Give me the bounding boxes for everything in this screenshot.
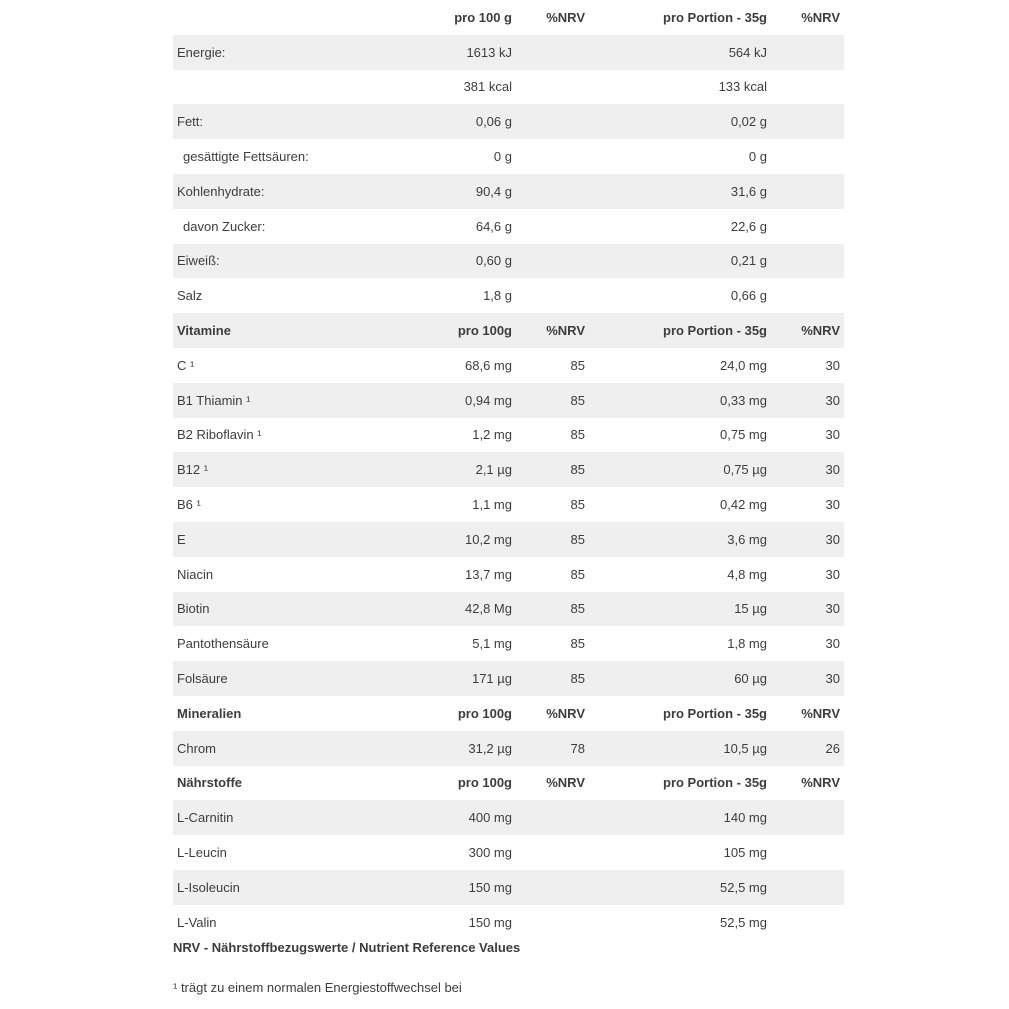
cell-nutrient-name: Kohlenhydrate: [177, 183, 265, 199]
cell-nrv-portion: 30 [825, 601, 840, 617]
cell-nrv-portion: %NRV [801, 775, 840, 791]
cell-per-100g: 64,6 g [475, 218, 512, 234]
cell-per-portion: pro Portion - 35g [663, 775, 767, 791]
cell-nrv-portion: 30 [825, 427, 840, 443]
cell-nutrient-name: C ¹ [177, 357, 195, 373]
cell-per-portion: 564 kJ [728, 44, 767, 60]
cell-nutrient-name: Chrom [177, 740, 217, 756]
cell-nrv-portion [771, 35, 844, 70]
cell-nrv-100g: %NRV [546, 323, 585, 339]
nutrition-table [173, 0, 844, 940]
cell-per-portion: 52,5 mg [720, 879, 767, 895]
cell-nrv-100g: 85 [570, 601, 585, 617]
cell-per-portion: 0,33 mg [720, 392, 767, 408]
cell-per-portion: pro Portion - 35g [663, 705, 767, 721]
cell-nrv-100g [516, 35, 589, 70]
cell-nrv-100g: 78 [570, 740, 585, 756]
cell-nrv-portion [771, 905, 844, 940]
cell-nrv-portion [771, 70, 844, 105]
cell-per-100g: 150 mg [468, 914, 512, 930]
cell-nrv-portion [771, 209, 844, 244]
cell-nrv-100g: %NRV [546, 775, 585, 791]
cell-nrv-100g [516, 870, 589, 905]
cell-per-100g: 68,6 mg [465, 357, 512, 373]
cell-nrv-portion: 30 [825, 497, 840, 513]
cell-nutrient-name: B2 Riboflavin ¹ [177, 427, 262, 443]
cell-per-100g: 2,1 µg [475, 462, 512, 478]
cell-nrv-100g [516, 835, 589, 870]
cell-per-portion: 133 kcal [718, 79, 767, 95]
cell-per-portion: 1,8 mg [727, 636, 767, 652]
cell-per-portion: 0,66 g [730, 288, 767, 304]
cell-per-100g: 1,8 g [483, 288, 512, 304]
cell-nrv-100g: 85 [570, 671, 585, 687]
cell-per-100g: 381 kcal [463, 79, 512, 95]
table-row [173, 418, 844, 453]
cell-per-portion: 0,75 mg [720, 427, 767, 443]
cell-nrv-100g: 85 [570, 462, 585, 478]
cell-per-100g: 1,2 mg [472, 427, 512, 443]
table-row [173, 731, 844, 766]
cell-nutrient-name: Fett: [177, 114, 204, 130]
cell-nrv-portion [771, 244, 844, 279]
nutrition-table-body [173, 0, 844, 940]
cell-nrv-portion: 30 [825, 671, 840, 687]
cell-nrv-portion [771, 174, 844, 209]
cell-nrv-100g: 85 [570, 357, 585, 373]
cell-nrv-portion [771, 835, 844, 870]
table-row [173, 209, 844, 244]
cell-nrv-portion: 30 [825, 357, 840, 373]
cell-nrv-100g [516, 139, 589, 174]
cell-nutrient-name: Energie: [177, 44, 226, 60]
cell-per-100g: 5,1 mg [472, 636, 512, 652]
cell-nutrient-name: L-Leucin [177, 845, 227, 861]
cell-nrv-portion: 30 [825, 566, 840, 582]
cell-nrv-100g: %NRV [546, 705, 585, 721]
cell-nrv-100g: 85 [570, 497, 585, 513]
cell-per-100g: pro 100g [457, 775, 512, 791]
cell-nutrient-name: Mineralien [177, 705, 242, 721]
cell-per-100g: pro 100g [457, 323, 512, 339]
cell-nrv-100g [516, 209, 589, 244]
cell-nrv-portion: 30 [825, 462, 840, 478]
cell-per-portion: pro Portion - 35g [663, 9, 767, 25]
cell-per-100g: pro 100g [457, 705, 512, 721]
cell-per-portion: 0,02 g [730, 114, 767, 130]
cell-nutrient-name: Eiweiß: [177, 253, 220, 269]
table-row [173, 905, 844, 940]
energy-metabolism-footnote: ¹ trägt zu einem normalen Energiestoffwechsel bei [173, 980, 462, 995]
table-row [173, 800, 844, 835]
cell-per-100g: pro 100 g [454, 9, 512, 25]
cell-nutrient-name: B6 ¹ [177, 497, 201, 513]
cell-nutrient-name [173, 0, 373, 35]
cell-nrv-portion [771, 800, 844, 835]
cell-per-portion: 24,0 mg [720, 357, 767, 373]
table-header-row [173, 766, 844, 801]
cell-nrv-portion: %NRV [801, 9, 840, 25]
cell-nutrient-name: L-Carnitin [177, 810, 234, 826]
cell-per-100g: 0,60 g [475, 253, 512, 269]
cell-nrv-100g [516, 104, 589, 139]
table-row [173, 348, 844, 383]
cell-nrv-100g [516, 174, 589, 209]
cell-nrv-portion [771, 104, 844, 139]
cell-nrv-100g [516, 905, 589, 940]
cell-per-100g: 0,06 g [475, 114, 512, 130]
cell-nutrient-name: davon Zucker: [183, 218, 266, 234]
table-row [173, 35, 844, 70]
cell-per-portion: 60 µg [734, 671, 767, 687]
cell-per-100g: 300 mg [468, 845, 512, 861]
table-row [173, 383, 844, 418]
cell-per-portion: 105 mg [723, 845, 767, 861]
table-row [173, 557, 844, 592]
table-row [173, 870, 844, 905]
cell-nutrient-name: Folsäure [177, 671, 228, 687]
cell-nutrient-name: L-Valin [177, 914, 217, 930]
table-header-row [173, 313, 844, 348]
table-row [173, 174, 844, 209]
cell-per-portion: 0 g [748, 149, 767, 165]
cell-nutrient-name: B1 Thiamin ¹ [177, 392, 251, 408]
cell-nutrient-name: Salz [177, 288, 203, 304]
cell-nrv-portion [771, 139, 844, 174]
cell-per-portion: 52,5 mg [720, 914, 767, 930]
cell-per-100g: 31,2 µg [468, 740, 512, 756]
nrv-footnote: NRV - Nährstoffbezugswerte / Nutrient Reference Values [173, 940, 521, 955]
table-row [173, 70, 844, 105]
table-row [173, 452, 844, 487]
table-row [173, 661, 844, 696]
cell-nrv-100g: 85 [570, 636, 585, 652]
table-header-row [173, 0, 844, 35]
table-row [173, 835, 844, 870]
cell-per-100g: 1613 kJ [466, 44, 512, 60]
table-row [173, 278, 844, 313]
cell-nrv-100g [516, 800, 589, 835]
cell-per-100g: 1,1 mg [472, 497, 512, 513]
cell-per-portion: 22,6 g [730, 218, 767, 234]
cell-nutrient-name: Pantothensäure [177, 636, 269, 652]
cell-per-portion: 15 µg [734, 601, 767, 617]
table-row [173, 104, 844, 139]
cell-nutrient-name: Niacin [177, 566, 214, 582]
cell-per-100g: 400 mg [468, 810, 512, 826]
cell-nrv-100g: 85 [570, 427, 585, 443]
cell-nutrient-name: Biotin [177, 601, 210, 617]
cell-nrv-100g [516, 70, 589, 105]
cell-per-portion: 0,42 mg [720, 497, 767, 513]
cell-per-100g: 13,7 mg [465, 566, 512, 582]
cell-per-100g: 10,2 mg [465, 531, 512, 547]
cell-per-portion: 0,75 µg [723, 462, 767, 478]
cell-per-100g: 42,8 Mg [465, 601, 512, 617]
cell-nutrient-name: B12 ¹ [177, 462, 209, 478]
cell-nutrient-name: L-Isoleucin [177, 879, 240, 895]
cell-nutrient-name: Nährstoffe [177, 775, 243, 791]
table-row [173, 487, 844, 522]
cell-nrv-portion: 30 [825, 531, 840, 547]
cell-per-portion: pro Portion - 35g [663, 323, 767, 339]
cell-nrv-portion: 30 [825, 392, 840, 408]
cell-nutrient-name: Vitamine [177, 323, 231, 339]
cell-nrv-100g [516, 244, 589, 279]
cell-per-portion: 10,5 µg [723, 740, 767, 756]
cell-nrv-100g: %NRV [546, 9, 585, 25]
table-row [173, 139, 844, 174]
cell-nrv-100g: 85 [570, 392, 585, 408]
cell-per-portion: 31,6 g [730, 183, 767, 199]
cell-per-100g: 171 µg [471, 671, 512, 687]
cell-nrv-100g [516, 278, 589, 313]
cell-nrv-100g: 85 [570, 531, 585, 547]
cell-per-portion: 140 mg [723, 810, 767, 826]
cell-per-100g: 90,4 g [475, 183, 512, 199]
cell-nrv-100g: 85 [570, 566, 585, 582]
cell-per-100g: 0 g [493, 149, 512, 165]
cell-nrv-portion: 30 [825, 636, 840, 652]
cell-per-100g: 0,94 mg [465, 392, 512, 408]
table-header-row [173, 696, 844, 731]
cell-nutrient-name: E [177, 531, 186, 547]
cell-nrv-portion: %NRV [801, 323, 840, 339]
table-row [173, 522, 844, 557]
table-row [173, 244, 844, 279]
cell-nutrient-name: gesättigte Fettsäuren: [183, 149, 309, 165]
cell-nrv-portion: 26 [825, 740, 840, 756]
cell-nrv-portion [771, 278, 844, 313]
cell-nutrient-name [173, 70, 373, 105]
cell-nrv-portion [771, 870, 844, 905]
cell-per-portion: 3,6 mg [727, 531, 767, 547]
cell-nrv-portion: %NRV [801, 705, 840, 721]
cell-per-portion: 0,21 g [730, 253, 767, 269]
cell-per-100g: 150 mg [468, 879, 512, 895]
table-row [173, 592, 844, 627]
cell-per-portion: 4,8 mg [727, 566, 767, 582]
table-row [173, 626, 844, 661]
